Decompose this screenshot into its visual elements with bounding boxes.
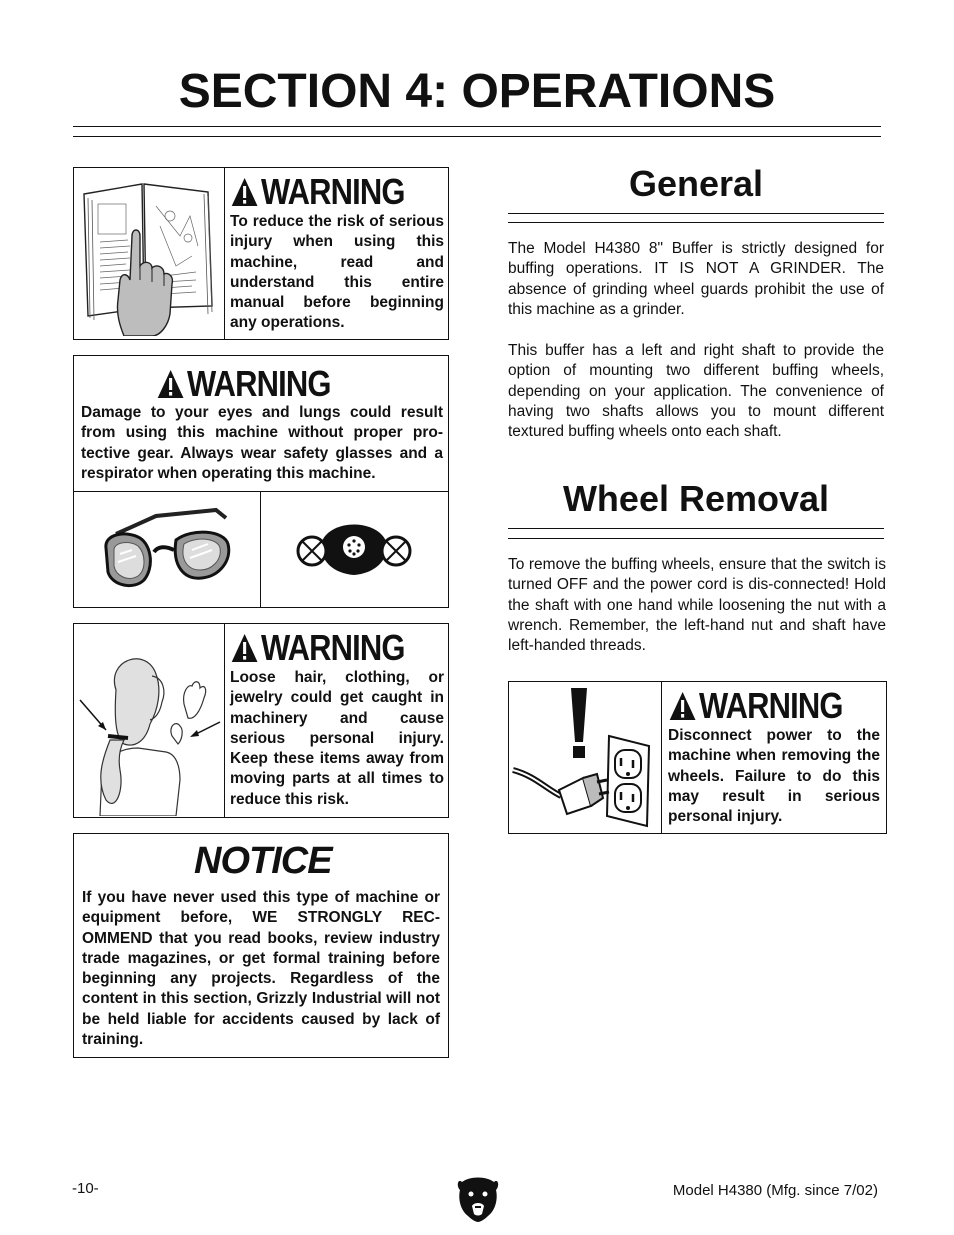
warning-text-disconnect-power: Disconnect power to the machine when removing the wheels. Failure to do this may result in serious personal injury. — [668, 727, 880, 826]
page-title: SECTION 4: OPERATIONS — [178, 65, 776, 118]
safety-glasses-illustration — [96, 504, 246, 594]
warning-triangle-icon — [230, 176, 259, 208]
warning-text-protective-gear: Damage to your eyes and lungs could result from using this machine without proper pro-tective gear. Always wear safety glasses and a respirator when operating this machine. — [81, 404, 443, 482]
manual-reading-illustration — [80, 176, 220, 336]
warning-triangle-icon — [230, 632, 259, 664]
wheel-removal-paragraph: To remove the buffing wheels, ensure that the switch is turned OFF and the power cord is dis-connected! Hold the shaft with one hand while loosening the nut with a wrench. Remember, the left-hand nut and shaft have left-handed threads. — [508, 556, 886, 655]
warning-triangle-icon — [668, 690, 697, 722]
warning-text-read-manual: To reduce the risk of serious injury when using this machine, read and understand this entire manual before beginning any operations. — [230, 213, 444, 332]
notice-heading: NOTICE — [194, 840, 332, 882]
warning-triangle-icon — [156, 368, 185, 400]
notice-box — [73, 833, 449, 1058]
section-heading-general: General — [628, 163, 764, 204]
warning-heading: WARNING — [668, 686, 850, 726]
title-rule-top — [73, 126, 881, 127]
warning-text-loose-hair: Loose hair, clothing, or jewelry could get caught in machinery and cause serious personal injury. Keep these items away from moving parts at all times to reduce this risk. — [230, 669, 444, 808]
general-paragraph-1: The Model H4380 8" Buffer is strictly designed for buffing operations. IT IS NOT A GRINDER. The absence of grinding wheel guards prohibit the use of this machine as a grinder. — [508, 240, 884, 318]
footer-model: Model H4380 (Mfg. since 7/02) — [672, 1182, 878, 1199]
warning-box-disconnect-power — [508, 681, 887, 834]
warning-box-read-manual — [73, 167, 449, 340]
notice-text: If you have never used this type of machine or equipment before, WE STRONGLY REC-OMMEND that you read books, review industry trade magazines, or get formal training before beginning any projects. Regardless of the content in this section, Grizzly Industrial will not be held liable for accidents caused by lack of training. — [82, 889, 440, 1049]
power-plug-outlet-illustration — [511, 686, 659, 830]
footer-page-number: -10- — [72, 1180, 99, 1197]
long-hair-person-illustration — [76, 640, 222, 816]
grizzly-bear-logo — [456, 1176, 500, 1224]
respirator-illustration — [294, 511, 414, 581]
title-rule-bottom — [73, 136, 881, 137]
warning-box-loose-hair — [73, 623, 449, 818]
section-heading-wheel-removal: Wheel Removal — [562, 478, 830, 519]
warning-heading: WARNING — [230, 628, 414, 668]
warning-box-protective-gear — [73, 355, 449, 608]
general-paragraph-2: This buffer has a left and right shaft to provide the option of mounting two different buffing wheels, depending on your application. The convenience of having two shafts allows you to mount different textured buffing wheels onto each shaft. — [508, 342, 884, 441]
warning-heading: WARNING — [230, 172, 414, 212]
warning-heading: WARNING — [156, 364, 331, 404]
